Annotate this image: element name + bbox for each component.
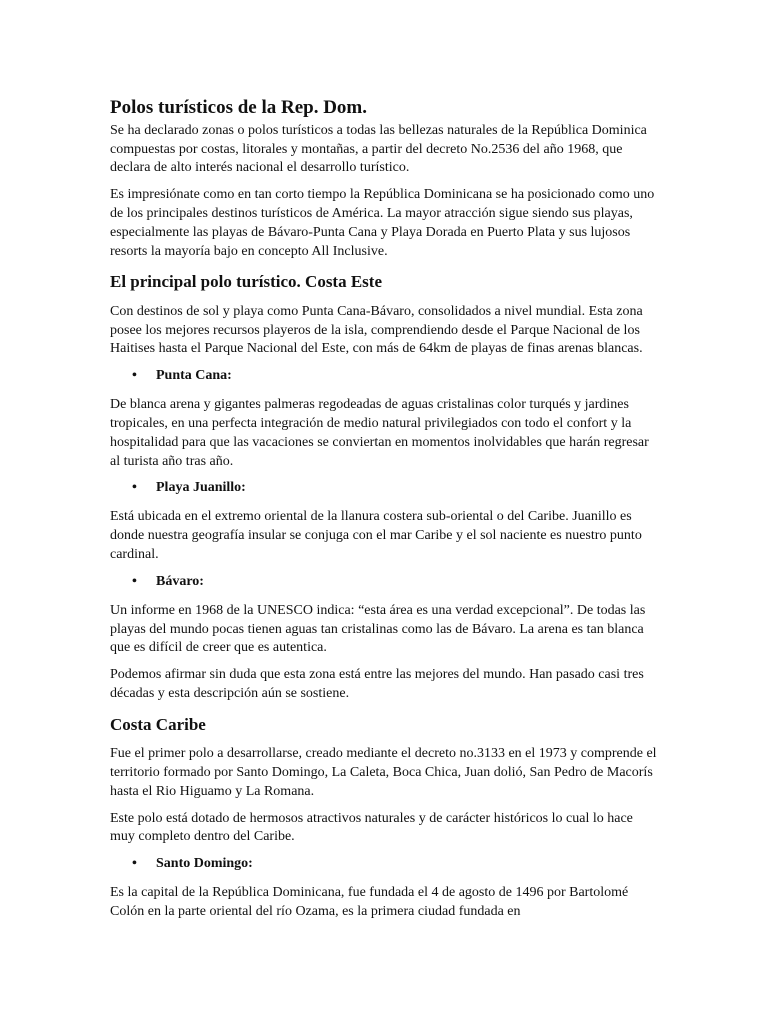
document-title: Polos turísticos de la Rep. Dom. bbox=[110, 97, 368, 118]
costa-caribe-heading: Costa Caribe bbox=[110, 714, 206, 734]
bullet-icon: • bbox=[132, 856, 137, 872]
punta-cana-label: Punta Cana: bbox=[156, 368, 232, 384]
costa-caribe-paragraph-2: Este polo está dotado de hermosos atractivos naturales y de carácter históricos lo cual lo hace muy completo dentro del Caribe. bbox=[110, 810, 633, 845]
intro-paragraph-1: Se ha declarado zonas o polos turísticos a todas las bellezas naturales de la República Dominica compuestas por costas, litorales y montañas, a partir del decreto No.2536 del año 1968, que declara de alto interés nacional el desarrollo turístico. bbox=[110, 122, 647, 176]
punta-cana-bullet-item bbox=[110, 367, 658, 385]
intro-paragraph-2: Es impresiónate como en tan corto tiempo la República Dominicana se ha posicionado como uno de los principales destinos turísticos de América. La mayor atracción sigue siendo sus playas, especialmente las playas de Bávaro-Punta Cana y Playa Dorada en Puerto Plata y sus lujosos resorts la mayoría bajo en concepto All Inclusive. bbox=[110, 187, 655, 259]
bullet-icon: • bbox=[132, 573, 137, 589]
santo-domingo-bullet-item bbox=[110, 855, 658, 873]
playa-juanillo-label: Playa Juanillo: bbox=[156, 480, 246, 496]
costa-caribe-paragraph-1: Fue el primer polo a desarrollarse, creado mediante el decreto no.3133 en el 1973 y comprende el territorio formado por Santo Domingo, La Caleta, Boca Chica, Juan dolió, San Pedro de Macorís hasta el Rio Higuamo y La Romana. bbox=[110, 746, 657, 799]
bullet-icon: • bbox=[132, 368, 137, 384]
bavaro-bullet-item bbox=[110, 573, 658, 591]
santo-domingo-label: Santo Domingo: bbox=[156, 856, 253, 872]
santo-domingo-paragraph: Es la capital de la República Dominicana, fue fundada el 4 de agosto de 1496 por Bartolomé Colón en la parte oriental del río Ozama, es la primera ciudad fundada en bbox=[110, 885, 629, 919]
playa-juanillo-bullet-item bbox=[110, 479, 658, 497]
bavaro-paragraph-1: Un informe en 1968 de la UNESCO indica: “esta área es una verdad excepcional”. De todas las playas del mundo pocas tienen aguas tan cristalinas como las de Bávaro. La arena es tan blanca que es difícil de creer que es autentica. bbox=[110, 602, 646, 656]
punta-cana-paragraph: De blanca arena y gigantes palmeras regodeadas de aguas cristalinas color turqués y jardines tropicales, en una perfecta integración de medio natural privilegiados con todo el confort y la hospitalidad para que las vacaciones se conviertan en momentos inolvidables que harán regresar al turista año tras año. bbox=[110, 397, 649, 469]
bullet-icon: • bbox=[132, 480, 137, 496]
costa-este-paragraph: Con destinos de sol y playa como Punta Cana-Bávaro, consolidados a nivel mundial. Esta zona posee los mejores recursos playeros de la isla, comprendiendo desde el Parque Nacional de los Haitises hasta el Parque Nacional del Este, con más de 64km de playas de finas arenas blancas. bbox=[110, 303, 643, 357]
costa-este-heading: El principal polo turístico. Costa Este bbox=[110, 272, 383, 292]
playa-juanillo-paragraph: Está ubicada en el extremo oriental de la llanura costera sub-oriental o del Caribe. Juanillo es donde nuestra geografía insular se conjuga con el mar Caribe y el sol naciente es nuestro punto cardinal. bbox=[110, 509, 642, 562]
bavaro-label: Bávaro: bbox=[156, 573, 204, 589]
bavaro-paragraph-2: Podemos afirmar sin duda que esta zona está entre las mejores del mundo. Han pasado casi tres décadas y esta descripción aún se sostiene. bbox=[110, 667, 644, 701]
